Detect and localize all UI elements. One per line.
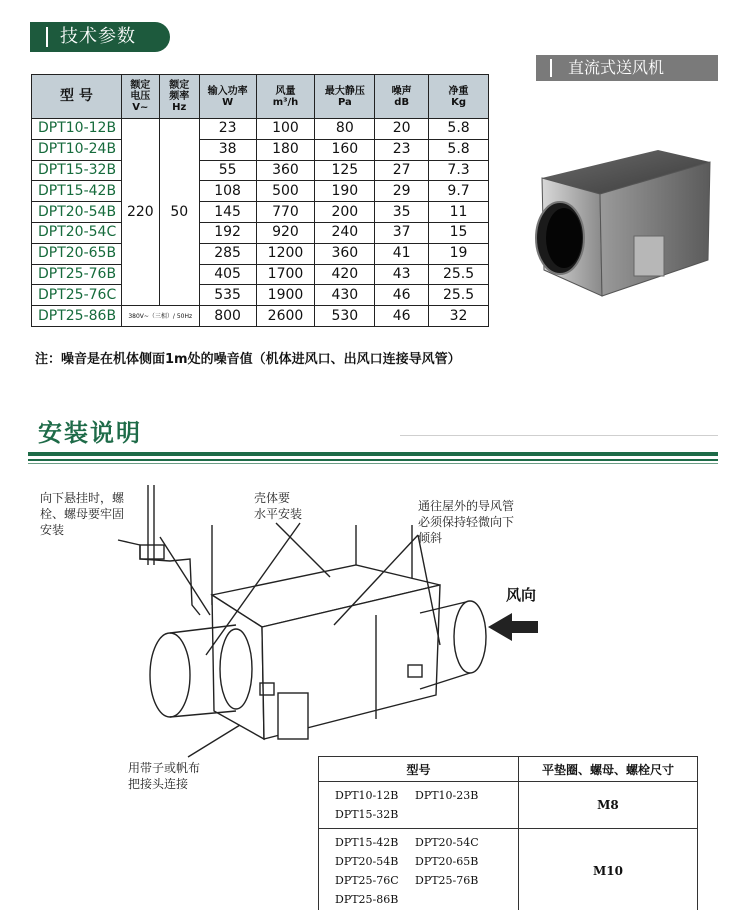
install-section-title: 安装说明 <box>38 419 142 447</box>
spec-cell-noise: 46 <box>375 285 429 306</box>
spec-cell-frequency: 50 <box>159 119 199 306</box>
spec-cell-pressure: 80 <box>315 119 375 140</box>
tab-label: 直流式送风机 <box>568 58 665 77</box>
spec-cell-model: DPT15-32B <box>32 160 122 181</box>
spec-header-row <box>32 75 489 119</box>
spec-row <box>32 306 489 327</box>
spec-cell-weight: 5.8 <box>429 139 489 160</box>
tab-divider <box>46 27 48 47</box>
spec-cell-noise: 23 <box>375 139 429 160</box>
spec-cell-weight: 5.8 <box>429 119 489 140</box>
spec-cell-power: 800 <box>199 306 256 327</box>
spec-cell-noise: 29 <box>375 181 429 202</box>
section-divider <box>28 463 718 464</box>
spec-cell-pressure: 240 <box>315 222 375 243</box>
fan-product-image <box>530 150 720 300</box>
spec-cell-voltage: 220 <box>121 119 159 306</box>
annotation-strap: 用带子或帆布 把接头连接 <box>128 761 201 791</box>
bolt-row <box>319 782 698 829</box>
spec-cell-pressure: 125 <box>315 160 375 181</box>
header-voltage: 额定 电压 V~ <box>121 75 159 119</box>
product-category-tab <box>536 55 718 81</box>
section-divider <box>28 452 718 456</box>
annotation-hanging: 向下悬挂时，螺 栓、螺母要牢固 安装 <box>40 491 125 537</box>
spec-cell-airflow: 500 <box>256 181 315 202</box>
spec-row <box>32 285 489 306</box>
spec-cell-model: DPT20-54C <box>32 222 122 243</box>
spec-cell-weight: 32 <box>429 306 489 327</box>
spec-cell-power: 23 <box>199 119 256 140</box>
spec-row <box>32 139 489 160</box>
header-power: 输入功率 W <box>199 75 256 119</box>
spec-cell-power: 38 <box>199 139 256 160</box>
spec-table <box>31 74 489 327</box>
spec-cell-power: 192 <box>199 222 256 243</box>
spec-cell-model: DPT25-76C <box>32 285 122 306</box>
spec-cell-pressure: 360 <box>315 243 375 264</box>
spec-cell-weight: 11 <box>429 202 489 223</box>
header-noise: 噪声 dB <box>375 75 429 119</box>
spec-row <box>32 264 489 285</box>
tab-label: 技术参数 <box>60 26 136 47</box>
spec-cell-pressure: 530 <box>315 306 375 327</box>
tab-divider <box>550 59 552 77</box>
spec-cell-pressure: 160 <box>315 139 375 160</box>
header-weight: 净重 Kg <box>429 75 489 119</box>
spec-cell-model: DPT10-12B <box>32 119 122 140</box>
spec-cell-noise: 41 <box>375 243 429 264</box>
spec-cell-airflow: 920 <box>256 222 315 243</box>
annotation-level: 壳体要 水平安装 <box>254 491 303 521</box>
spec-cell-pressure: 200 <box>315 202 375 223</box>
spec-row <box>32 222 489 243</box>
spec-cell-noise: 43 <box>375 264 429 285</box>
header-model: 型 号 <box>32 75 122 119</box>
spec-cell-model: DPT10-24B <box>32 139 122 160</box>
noise-note: 注：噪音是在机体侧面1m处的噪音值（机体进风口、出风口连接导风管） <box>35 352 461 367</box>
spec-cell-weight: 7.3 <box>429 160 489 181</box>
annotation-duct: 通往屋外的导风管 必须保持轻微向下 倾斜 <box>418 499 515 545</box>
spec-cell-weight: 15 <box>429 222 489 243</box>
spec-cell-power: 55 <box>199 160 256 181</box>
header-frequency: 额定 频率 Hz <box>159 75 199 119</box>
spec-cell-model: DPT25-86B <box>32 306 122 327</box>
spec-cell-power: 145 <box>199 202 256 223</box>
spec-cell-weight: 19 <box>429 243 489 264</box>
section-top-line <box>400 435 718 436</box>
spec-cell-pressure: 430 <box>315 285 375 306</box>
bolt-size-table <box>318 756 698 910</box>
bolt-row-size: M8 <box>518 782 697 829</box>
spec-cell-noise: 35 <box>375 202 429 223</box>
header-pressure: 最大静压 Pa <box>315 75 375 119</box>
spec-cell-airflow: 1700 <box>256 264 315 285</box>
header-airflow: 风量 m³/h <box>256 75 315 119</box>
spec-cell-noise: 27 <box>375 160 429 181</box>
spec-cell-model: DPT15-42B <box>32 181 122 202</box>
bolt-row <box>319 829 698 910</box>
bolt-header-model: 型号 <box>319 757 519 782</box>
spec-cell-noise: 37 <box>375 222 429 243</box>
spec-cell-airflow: 360 <box>256 160 315 181</box>
spec-cell-power: 108 <box>199 181 256 202</box>
spec-cell-noise: 20 <box>375 119 429 140</box>
spec-cell-model: DPT25-76B <box>32 264 122 285</box>
spec-cell-model: DPT20-65B <box>32 243 122 264</box>
bolt-row-models: DPT10-12B DPT10-23B DPT15-32B <box>319 782 519 829</box>
spec-row <box>32 119 489 140</box>
section-tab-tech-params <box>30 22 170 52</box>
spec-row <box>32 243 489 264</box>
spec-row <box>32 160 489 181</box>
spec-cell-airflow: 1900 <box>256 285 315 306</box>
spec-cell-model: DPT20-54B <box>32 202 122 223</box>
wind-direction-label: 风向 <box>506 586 537 604</box>
spec-cell-special-supply: 380V~（三相）/ 50Hz <box>121 306 199 327</box>
section-divider <box>28 459 718 461</box>
spec-cell-pressure: 190 <box>315 181 375 202</box>
spec-cell-power: 535 <box>199 285 256 306</box>
spec-cell-weight: 25.5 <box>429 285 489 306</box>
spec-cell-power: 405 <box>199 264 256 285</box>
spec-cell-airflow: 770 <box>256 202 315 223</box>
bolt-header-size: 平垫圈、螺母、螺栓尺寸 <box>518 757 697 782</box>
spec-cell-weight: 9.7 <box>429 181 489 202</box>
spec-cell-pressure: 420 <box>315 264 375 285</box>
bolt-header-row <box>319 757 698 782</box>
spec-row <box>32 181 489 202</box>
spec-cell-airflow: 1200 <box>256 243 315 264</box>
spec-cell-noise: 46 <box>375 306 429 327</box>
spec-row <box>32 202 489 223</box>
spec-cell-airflow: 100 <box>256 119 315 140</box>
bolt-row-size: M10 <box>518 829 697 910</box>
spec-cell-airflow: 180 <box>256 139 315 160</box>
bolt-row-models: DPT15-42B DPT20-54C DPT20-54B DPT20-65B DPT25-76C DPT25-76B DPT25-86B <box>319 829 519 910</box>
spec-cell-power: 285 <box>199 243 256 264</box>
spec-cell-airflow: 2600 <box>256 306 315 327</box>
spec-cell-weight: 25.5 <box>429 264 489 285</box>
